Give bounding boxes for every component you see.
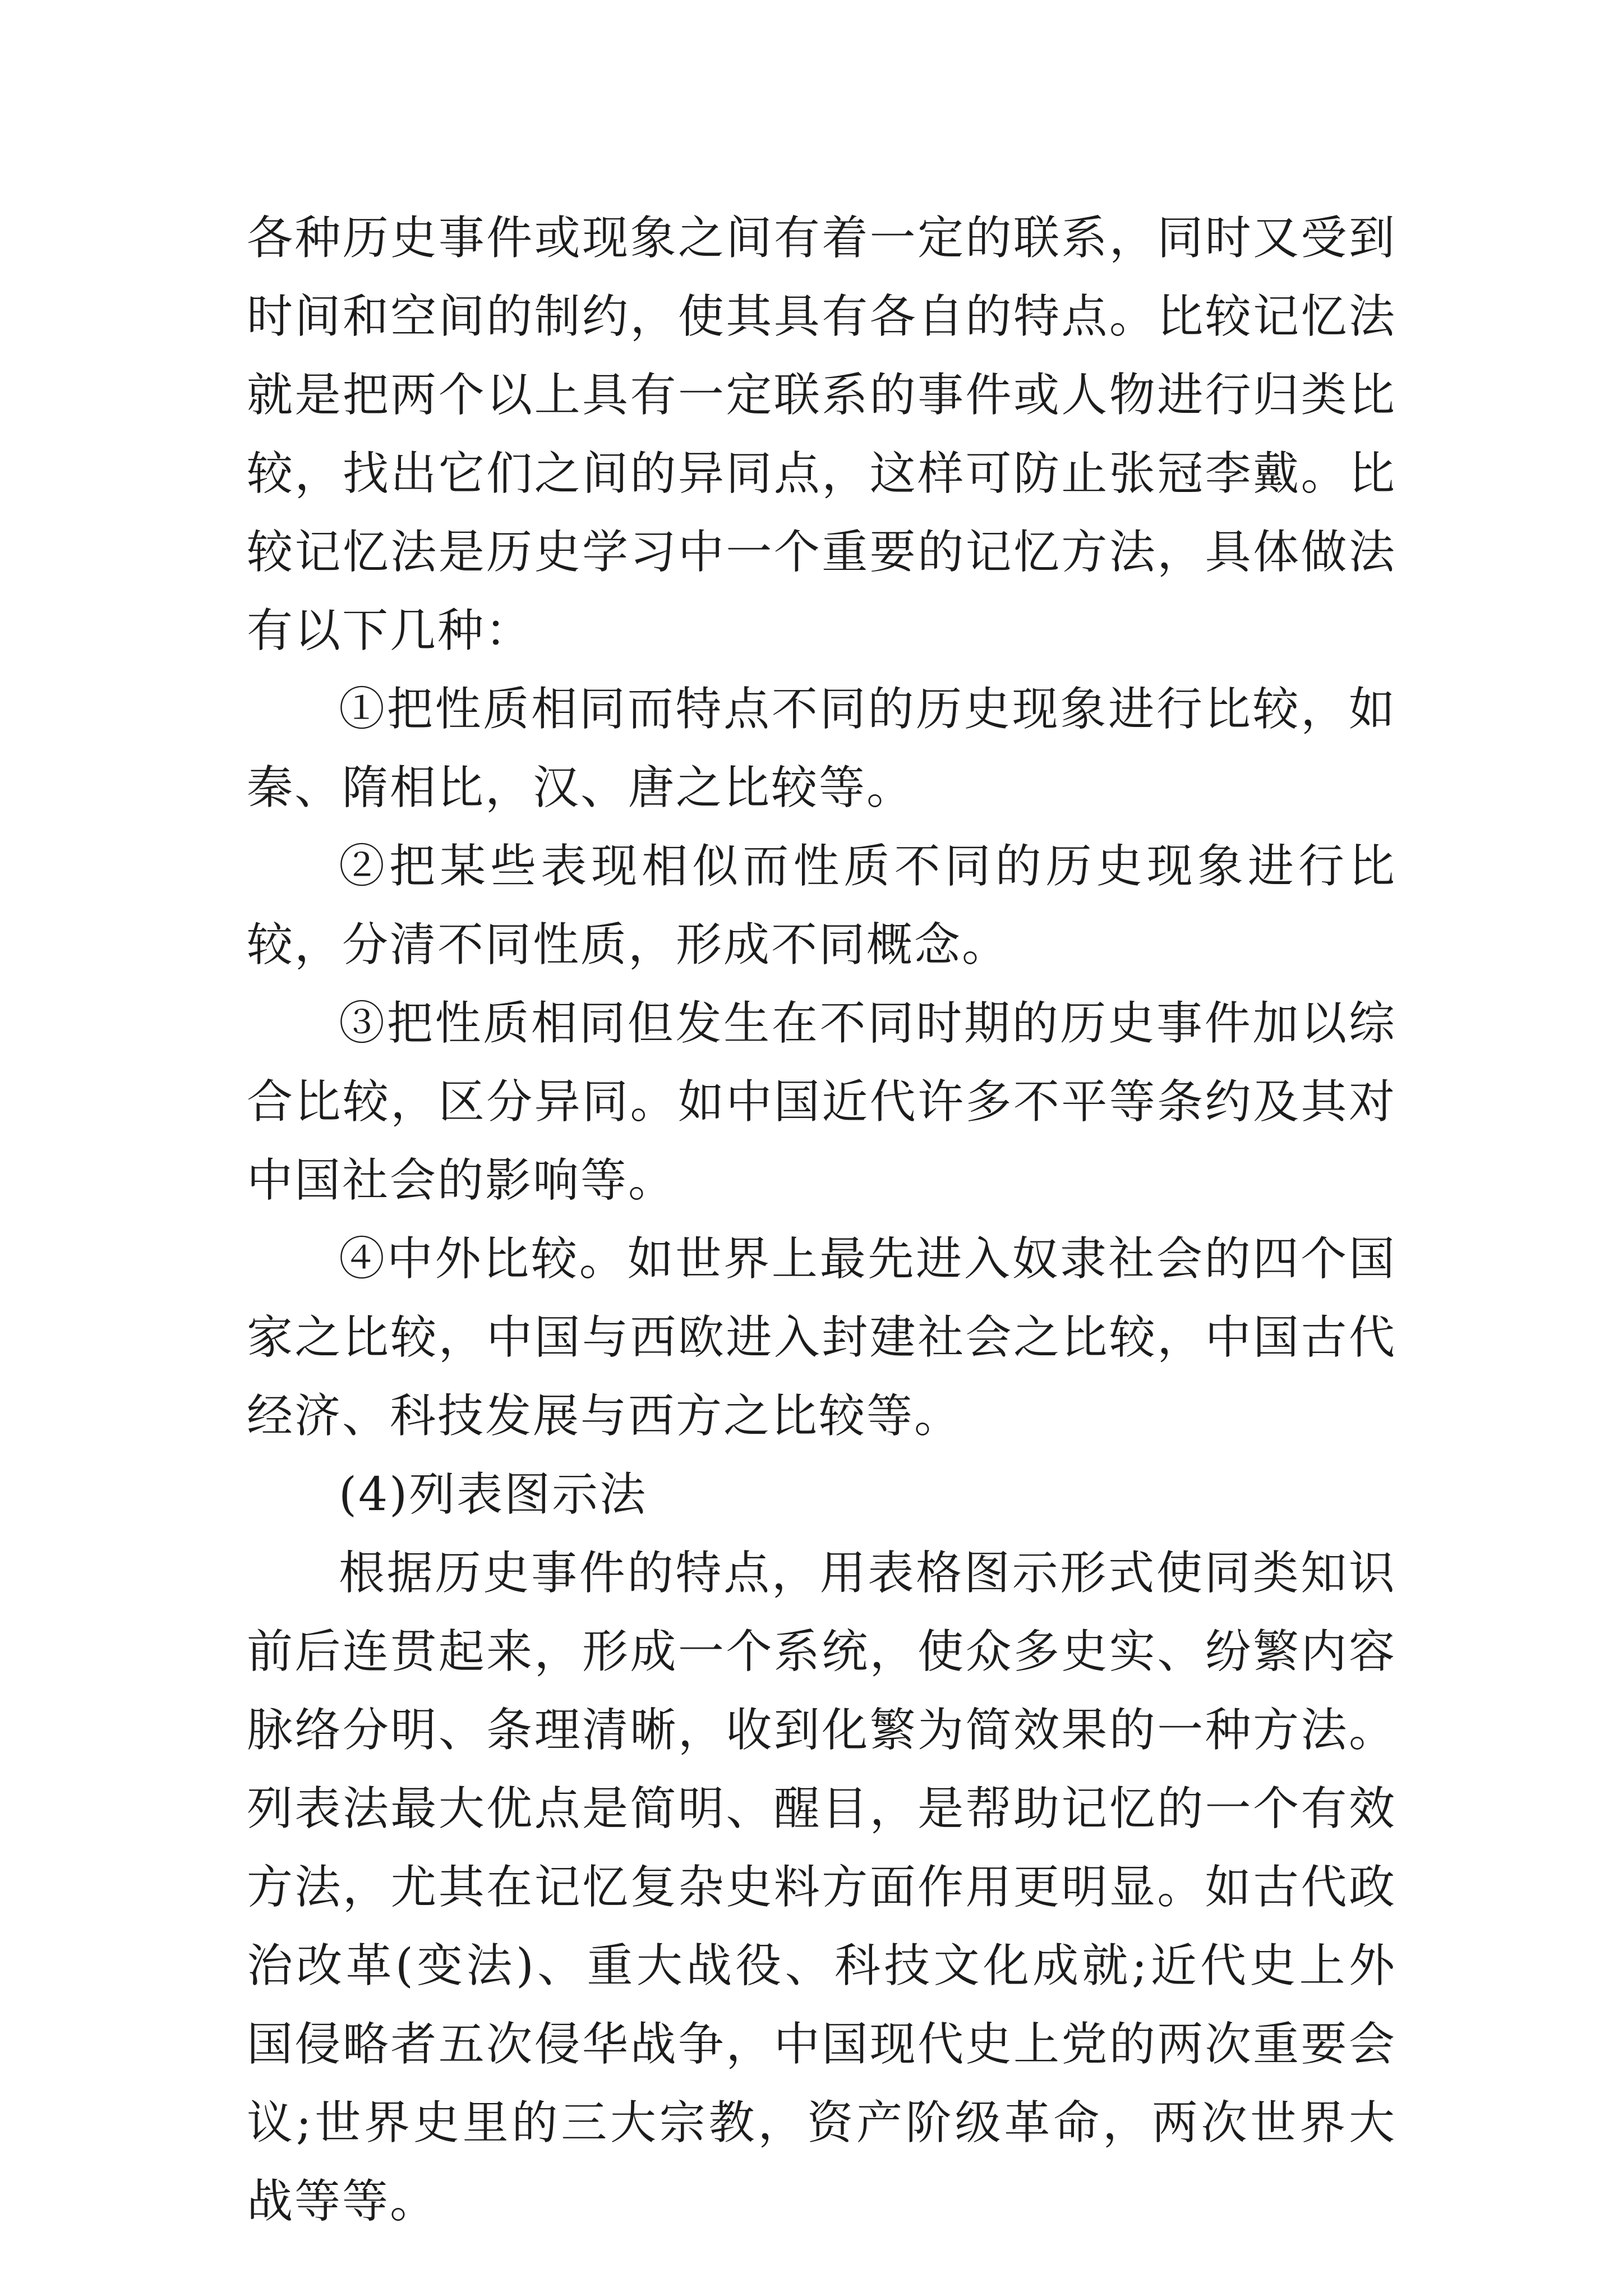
paragraph-item-1: ①把性质相同而特点不同的历史现象进行比较，如秦、隋相比，汉、唐之比较等。 — [247, 683, 1396, 815]
paragraph-item-2: ②把某些表现相似而性质不同的历史现象进行比较，分清不同性质，形成不同概念。 — [247, 840, 1396, 972]
body-text — [247, 199, 1396, 2241]
paragraph-item-4: ④中外比较。如世界上最先进入奴隶社会的四个国家之比较，中国与西欧进入封建社会之比较，中国古代经济、科技发展与西方之比较等。 — [247, 1232, 1396, 1443]
paragraph-intro: 各种历史事件或现象之间有着一定的联系，同时又受到时间和空间的制约，使其具有各自的特点。比较记忆法就是把两个以上具有一定联系的事件或人物进行归类比较，找出它们之间的异同点，这样可防止张冠李戴。比较记忆法是历史学习中一个重要的记忆方法，具体做法有以下几种： — [247, 211, 1396, 657]
paragraph-table-method: 根据历史事件的特点，用表格图示形式使同类知识前后连贯起来，形成一个系统，使众多史实、纷繁内容脉络分明、条理清晰，收到化繁为简效果的一种方法。列表法最大优点是简明、醒目，是帮助记忆的一个有效方法，尤其在记忆复杂史料方面作用更明显。如古代政治改革(变法)、重大战役、科技文化成就;近代史上外国侵略者五次侵华战争，中国现代史上党的两次重要会议;世界史里的三大宗教，资产阶级革命，两次世界大战等等。 — [247, 1547, 1396, 2228]
section-heading: (4)列表图示法 — [339, 1468, 648, 1521]
paragraph-item-3: ③把性质相同但发生在不同时期的历史事件加以综合比较，区分异同。如中国近代许多不平等条约及其对中国社会的影响等。 — [247, 997, 1396, 1207]
